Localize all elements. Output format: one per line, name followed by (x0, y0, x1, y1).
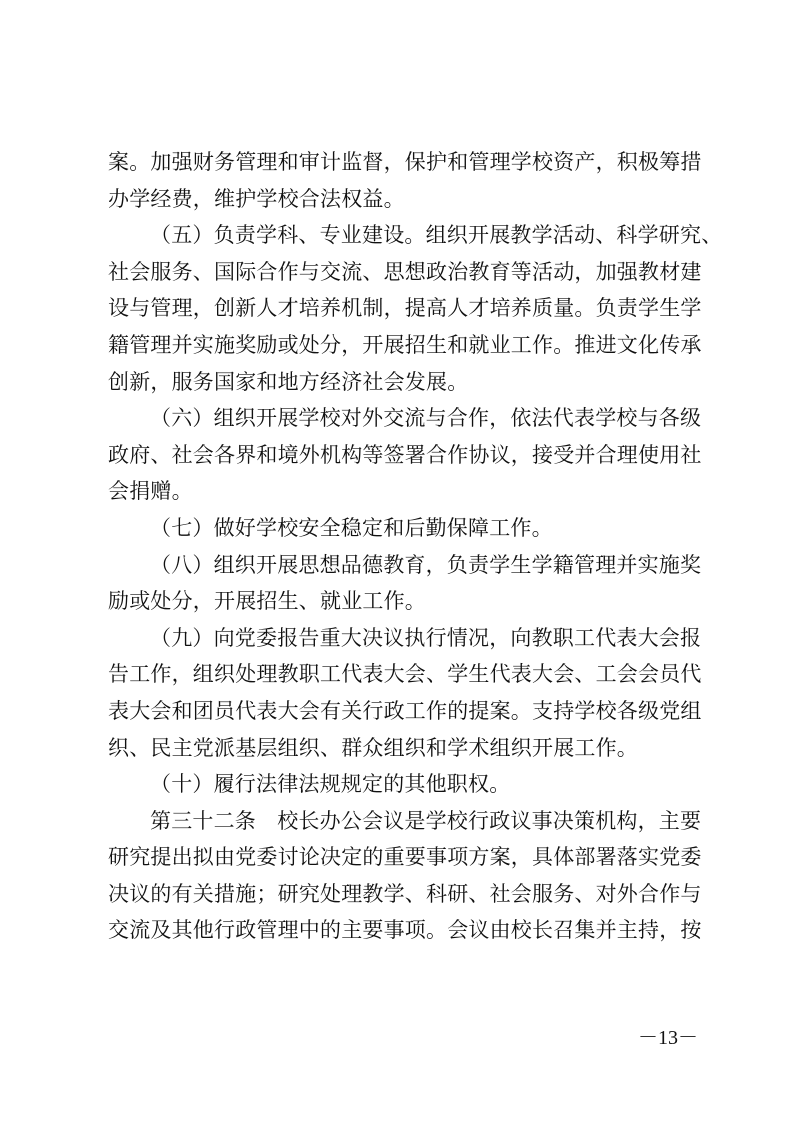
body-text (108, 144, 723, 949)
text-line: 决议的有关措施；研究处理教学、科研、社会服务、对外合作与 (108, 881, 702, 906)
text-line: 第三十二条 校长办公会议是学校行政议事决策机构，主要 (150, 808, 702, 833)
text-line: 交流及其他行政管理中的主要事项。会议由校长召集并主持，按 (108, 918, 702, 943)
page-number: －13－ (638, 1027, 698, 1049)
text-line: 社会服务、国际合作与交流、思想政治教育等活动，加强教材建 (108, 259, 702, 284)
text-line: 设与管理，创新人才培养机制，提高人才培养质量。负责学生学 (108, 296, 702, 321)
text-line: 研究提出拟由党委讨论决定的重要事项方案，具体部署落实党委 (108, 845, 702, 870)
text-line: 励或处分，开展招生、就业工作。 (108, 589, 426, 614)
text-line: （九）向党委报告重大决议执行情况，向教职工代表大会报 (150, 625, 702, 650)
text-line: 案。加强财务管理和审计监督，保护和管理学校资产，积极筹措 (108, 150, 702, 174)
text-line: （六）组织开展学校对外交流与合作，依法代表学校与各级 (150, 406, 702, 431)
text-line: 办学经费，维护学校合法权益。 (108, 186, 405, 211)
text-line: 织、民主党派基层组织、群众组织和学术组织开展工作。 (108, 735, 638, 760)
text-line: 会捐赠。 (108, 479, 193, 504)
text-line: （八）组织开展思想品德教育，负责学生学籍管理并实施奖 (150, 552, 702, 577)
text-line: （十）履行法律法规规定的其他职权。 (150, 772, 511, 797)
text-line: 籍管理并实施奖励或处分，开展招生和就业工作。推进文化传承 (108, 332, 702, 357)
text-line: 创新，服务国家和地方经济社会发展。 (108, 369, 469, 394)
text-line: （五）负责学科、专业建设。组织开展教学活动、科学研究、 (150, 223, 723, 248)
text-line: 政府、社会各界和境外机构等签署合作协议，接受并合理使用社 (108, 442, 702, 467)
text-line: 告工作，组织处理教职工代表大会、学生代表大会、工会会员代 (108, 662, 702, 687)
text-line: 表大会和团员代表大会有关行政工作的提案。支持学校各级党组 (108, 698, 702, 723)
text-line: （七）做好学校安全稳定和后勤保障工作。 (150, 515, 553, 540)
